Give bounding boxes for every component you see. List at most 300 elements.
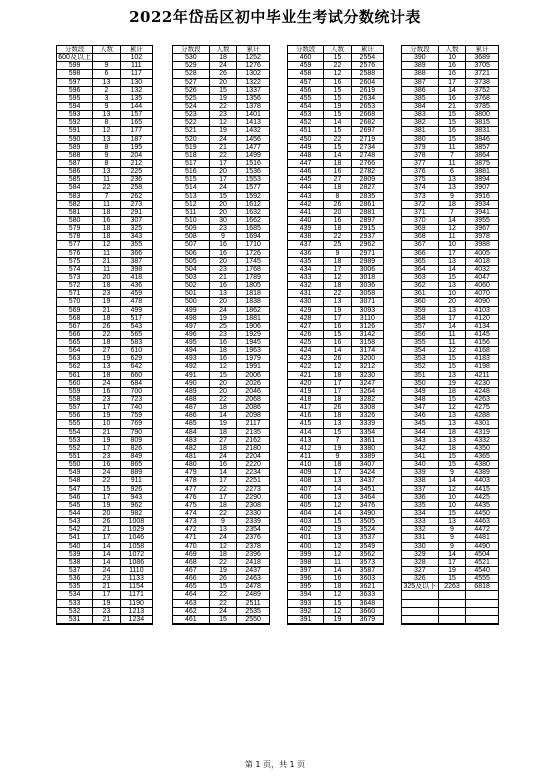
score-cell: 431 xyxy=(299,290,312,298)
score-cell: 386 xyxy=(413,86,426,94)
table-row xyxy=(57,339,152,347)
cumulative-cell: 1963 xyxy=(236,347,269,354)
table-row xyxy=(402,543,498,551)
score-cell: 509 xyxy=(184,225,197,233)
table-row xyxy=(173,274,269,282)
score-cell: 456 xyxy=(299,86,312,94)
cumulative-cell: 2290 xyxy=(236,494,269,501)
count-cell: 15 xyxy=(323,95,350,102)
table-row xyxy=(288,469,383,477)
table-row xyxy=(288,412,383,420)
cumulative-cell xyxy=(465,591,498,598)
table-row xyxy=(173,250,269,258)
cumulative-cell: 2971 xyxy=(351,250,383,257)
count-cell: 24 xyxy=(209,608,237,615)
cumulative-cell: 849 xyxy=(120,453,152,460)
table-row xyxy=(402,437,498,445)
cumulative-cell: 102 xyxy=(120,54,152,61)
score-cell: 465 xyxy=(184,583,197,591)
count-cell: 23 xyxy=(209,225,237,232)
cumulative-cell: 4120 xyxy=(465,315,498,322)
count-cell: 15 xyxy=(438,111,466,118)
table-row xyxy=(402,372,498,380)
cumulative-cell: 3126 xyxy=(351,323,383,330)
cumulative-cell: 1401 xyxy=(236,111,269,118)
cumulative-cell: 1499 xyxy=(236,152,269,159)
score-table-block-1 xyxy=(56,45,153,625)
score-cell: 521 xyxy=(184,127,197,135)
score-cell: 341 xyxy=(413,453,426,461)
table-row xyxy=(173,591,269,599)
count-cell: 15 xyxy=(438,355,466,362)
table-row xyxy=(288,282,383,290)
table-row xyxy=(173,127,269,135)
table-row xyxy=(173,372,269,380)
score-cell: 358 xyxy=(413,314,426,322)
table-row xyxy=(57,559,152,567)
score-cell: 375 xyxy=(413,176,426,184)
cumulative-cell: 273 xyxy=(120,201,152,208)
table-row xyxy=(402,477,498,485)
cumulative-cell: 4301 xyxy=(465,420,498,427)
cumulative-cell: 1516 xyxy=(236,160,269,167)
count-cell: 18 xyxy=(323,583,350,590)
score-cell: 384 xyxy=(413,102,426,110)
score-cell: 342 xyxy=(413,444,426,452)
cumulative-cell: 1945 xyxy=(236,339,269,346)
score-cell: 519 xyxy=(184,143,197,151)
cumulative-cell: 135 xyxy=(120,95,152,102)
table-row xyxy=(173,363,269,371)
cumulative-cell: 2339 xyxy=(236,518,269,525)
table-row xyxy=(288,477,383,485)
count-cell: 24 xyxy=(209,307,237,314)
count-cell: 18 xyxy=(209,502,237,509)
table-row xyxy=(288,461,383,469)
table-row xyxy=(288,420,383,428)
cumulative-cell: 3621 xyxy=(351,583,383,590)
cumulative-cell: 3018 xyxy=(351,274,383,281)
count-cell: 8 xyxy=(92,119,119,126)
cumulative-cell: 4319 xyxy=(465,429,498,436)
table-row xyxy=(402,608,498,616)
table-row xyxy=(402,176,498,184)
score-cell: 436 xyxy=(299,249,312,257)
score-cell: 568 xyxy=(68,314,81,322)
table-row xyxy=(57,62,152,70)
cumulative-cell: 2234 xyxy=(236,469,269,476)
score-cell: 562 xyxy=(68,363,81,371)
score-cell: 511 xyxy=(185,208,197,216)
cumulative-cell: 2782 xyxy=(351,168,383,175)
count-cell: 22 xyxy=(92,184,119,191)
score-cell: 401 xyxy=(299,534,312,542)
count-cell: 14 xyxy=(323,119,350,126)
cumulative-cell: 2588 xyxy=(351,70,383,77)
table-row xyxy=(173,119,269,127)
score-cell: 599 xyxy=(68,62,81,70)
count-cell: 12 xyxy=(92,241,119,248)
score-cell: 535 xyxy=(68,583,81,591)
score-cell: 455 xyxy=(299,94,312,102)
cumulative-cell: 1789 xyxy=(236,274,269,281)
cumulative-cell: 3633 xyxy=(351,591,383,598)
score-cell: 479 xyxy=(184,469,197,477)
count-cell: 22 xyxy=(209,591,237,598)
cumulative-cell: 157 xyxy=(120,111,152,118)
table-row xyxy=(173,331,269,339)
count-cell: 18 xyxy=(323,372,350,379)
header-cell: 累计 xyxy=(120,46,152,53)
cumulative-cell: 700 xyxy=(120,388,152,395)
count-cell: 12 xyxy=(438,486,466,493)
score-cell: 565 xyxy=(68,339,81,347)
cumulative-cell: 660 xyxy=(120,372,152,379)
count-cell: 15 xyxy=(323,54,350,61)
score-cell: 512 xyxy=(184,200,197,208)
cumulative-cell: 3660 xyxy=(351,608,383,615)
count-cell: 15 xyxy=(323,518,350,525)
score-cell: 421 xyxy=(299,371,312,379)
cumulative-cell: 418 xyxy=(120,274,152,281)
count-cell: 14 xyxy=(438,87,466,94)
cumulative-cell: 3941 xyxy=(465,209,498,216)
count-cell: 13 xyxy=(323,534,350,541)
score-cell: 453 xyxy=(299,111,312,119)
cumulative-cell: 1592 xyxy=(236,193,269,200)
score-cell: 428 xyxy=(299,314,312,322)
table-row xyxy=(402,339,498,347)
score-cell: 578 xyxy=(68,233,81,241)
table-row xyxy=(57,412,152,420)
table-row xyxy=(173,355,269,363)
table-row xyxy=(57,298,152,306)
table-row xyxy=(288,323,383,331)
cumulative-cell: 4183 xyxy=(465,355,498,362)
table-row xyxy=(288,372,383,380)
cumulative-cell: 1662 xyxy=(236,217,269,224)
count-cell: 16 xyxy=(209,250,237,257)
count-cell: 14 xyxy=(92,551,119,558)
count-cell: 18 xyxy=(209,429,237,436)
score-cell: 464 xyxy=(184,591,197,599)
header-cell: 人数 xyxy=(209,46,237,53)
count-cell: 18 xyxy=(438,429,466,436)
count-cell: 20 xyxy=(209,168,237,175)
table-row xyxy=(57,534,152,542)
cumulative-cell: 3537 xyxy=(351,534,383,541)
count-cell: 11 xyxy=(92,176,119,183)
count-cell: 24 xyxy=(92,469,119,476)
count-cell: 16 xyxy=(438,127,466,134)
count-cell: 17 xyxy=(209,494,237,501)
score-cell: 439 xyxy=(299,225,312,233)
cumulative-cell: 2006 xyxy=(236,372,269,379)
cumulative-cell: 2098 xyxy=(236,412,269,419)
cumulative-cell: 3587 xyxy=(351,567,383,574)
count-cell: 9 xyxy=(438,193,466,200)
table-row xyxy=(402,168,498,176)
cumulative-cell: 3679 xyxy=(351,616,383,623)
count-cell: 22 xyxy=(323,233,350,240)
score-cell: 499 xyxy=(184,306,197,314)
count-cell: 15 xyxy=(323,429,350,436)
score-cell: 406 xyxy=(299,493,312,501)
table-row xyxy=(57,461,152,469)
score-cell: 362 xyxy=(413,282,426,290)
table-row xyxy=(173,583,269,591)
score-cell: 433 xyxy=(299,273,312,281)
table-row xyxy=(57,510,152,518)
cumulative-cell: 3907 xyxy=(465,184,498,191)
score-cell: 514 xyxy=(184,184,197,192)
count-cell: 11 xyxy=(438,160,466,167)
score-cell: 352 xyxy=(413,363,426,371)
table-row xyxy=(57,429,152,437)
count-cell: 2 xyxy=(92,87,119,94)
table-row xyxy=(57,494,152,502)
score-cell: 345 xyxy=(413,420,426,428)
count-cell: 12 xyxy=(209,363,237,370)
count-cell: 8 xyxy=(323,193,350,200)
score-cell: 594 xyxy=(68,102,81,110)
score-cell: 518 xyxy=(184,151,197,159)
score-cell: 572 xyxy=(68,282,81,290)
table-row xyxy=(402,420,498,428)
score-cell: 330 xyxy=(413,542,426,550)
cumulative-cell: 4350 xyxy=(465,445,498,452)
table-row xyxy=(57,551,152,559)
cumulative-cell: 187 xyxy=(120,136,152,143)
score-cell: 437 xyxy=(299,241,312,249)
count-cell: 16 xyxy=(92,388,119,395)
cumulative-cell: 769 xyxy=(120,420,152,427)
count-cell: 23 xyxy=(92,453,119,460)
score-cell: 442 xyxy=(299,200,312,208)
count-cell: 17 xyxy=(438,559,466,566)
count-cell: 22 xyxy=(92,331,119,338)
count-cell: 15 xyxy=(209,193,237,200)
table-row xyxy=(402,575,498,583)
cumulative-cell: 4275 xyxy=(465,404,498,411)
count-cell: 22 xyxy=(209,152,237,159)
score-cell: 486 xyxy=(184,412,197,420)
count-cell: 13 xyxy=(438,307,466,314)
count-cell: 15 xyxy=(323,600,350,607)
table-row xyxy=(288,331,383,339)
count-cell: 22 xyxy=(209,103,237,110)
cumulative-cell: 3354 xyxy=(351,429,383,436)
score-cell: 415 xyxy=(299,420,312,428)
score-cell: 402 xyxy=(299,526,312,534)
cumulative-cell: 1979 xyxy=(236,355,269,362)
table-row xyxy=(402,54,498,62)
count-cell: 17 xyxy=(92,445,119,452)
count-cell: 14 xyxy=(323,567,350,574)
cumulative-cell: 684 xyxy=(120,380,152,387)
count-cell: 12 xyxy=(209,119,237,126)
count-cell: 24 xyxy=(209,62,237,69)
table-row xyxy=(402,209,498,217)
page-footer: 第 1 页，共 1 页 xyxy=(244,760,306,769)
table-row xyxy=(173,152,269,160)
count-cell: 18 xyxy=(92,315,119,322)
count-cell: 18 xyxy=(92,339,119,346)
table-row xyxy=(288,608,383,616)
score-cell: 397 xyxy=(299,567,312,574)
score-cell: 564 xyxy=(68,347,81,355)
cumulative-cell: 3110 xyxy=(351,315,383,322)
count-cell: 21 xyxy=(438,103,466,110)
count-cell: 23 xyxy=(92,608,119,615)
table-row xyxy=(57,144,152,152)
score-cell: 569 xyxy=(68,306,81,314)
score-cell: 391 xyxy=(299,615,312,623)
score-cell: 560 xyxy=(68,379,81,387)
score-cell: 427 xyxy=(299,322,312,330)
count-cell: 14 xyxy=(438,323,466,330)
count-cell: 9 xyxy=(438,526,466,533)
score-cell: 394 xyxy=(299,591,312,599)
table-row xyxy=(173,193,269,201)
cumulative-cell: 165 xyxy=(120,119,152,126)
score-cell: 524 xyxy=(184,102,197,110)
count-cell: 11 xyxy=(92,201,119,208)
score-cell: 550 xyxy=(68,461,81,469)
score-cell: 596 xyxy=(68,86,81,94)
cumulative-cell: 3721 xyxy=(465,70,498,77)
count-cell: 15 xyxy=(323,331,350,338)
count-cell: 17 xyxy=(438,315,466,322)
count-cell: 18 xyxy=(323,396,350,403)
cumulative-cell: 2378 xyxy=(236,543,269,550)
count-cell: 13 xyxy=(323,420,350,427)
score-cell: 582 xyxy=(68,200,81,208)
cumulative-cell: 212 xyxy=(120,160,152,167)
cumulative-cell: 3752 xyxy=(465,87,498,94)
cumulative-cell: 4032 xyxy=(465,266,498,273)
table-row xyxy=(173,136,269,144)
cumulative-cell: 3247 xyxy=(351,380,383,387)
table-row xyxy=(288,233,383,241)
count-cell: 18 xyxy=(323,461,350,468)
cumulative-cell: 387 xyxy=(120,258,152,265)
cumulative-cell: 3505 xyxy=(351,518,383,525)
cumulative-cell: 3881 xyxy=(465,168,498,175)
table-row xyxy=(288,600,383,608)
score-cell: 463 xyxy=(184,599,197,607)
count-cell: 15 xyxy=(323,127,350,134)
score-cell: 388 xyxy=(413,70,426,78)
cumulative-cell: 3738 xyxy=(465,79,498,86)
cumulative-cell: 865 xyxy=(120,461,152,468)
score-cell: 523 xyxy=(184,111,197,119)
count-cell: 9 xyxy=(92,103,119,110)
score-cell: 438 xyxy=(299,233,312,241)
count-cell: 16 xyxy=(92,461,119,468)
cumulative-cell: 1252 xyxy=(236,54,269,61)
score-cell: 357 xyxy=(413,322,426,330)
table-row xyxy=(402,494,498,502)
count-cell: 22 xyxy=(92,477,119,484)
table-row xyxy=(57,526,152,534)
cumulative-cell: 4047 xyxy=(465,274,498,281)
count-cell: 16 xyxy=(323,168,350,175)
score-cell: 492 xyxy=(184,363,197,371)
score-cell: 416 xyxy=(299,412,312,420)
table-row xyxy=(288,575,383,583)
cumulative-cell: 4248 xyxy=(465,388,498,395)
score-cell: 462 xyxy=(184,607,197,615)
score-cell: 398 xyxy=(299,558,312,566)
cumulative-cell: 204 xyxy=(120,152,152,159)
cumulative-cell: 4365 xyxy=(465,453,498,460)
count-cell: 15 xyxy=(438,136,466,143)
score-cell: 474 xyxy=(184,510,197,518)
cumulative-cell: 1322 xyxy=(236,79,269,86)
table-row xyxy=(173,518,269,526)
cumulative-cell: 3308 xyxy=(351,404,383,411)
count-cell: 15 xyxy=(209,372,237,379)
count-cell: 17 xyxy=(209,160,237,167)
table-row xyxy=(57,184,152,192)
cumulative-cell: 3389 xyxy=(351,453,383,460)
score-cell: 574 xyxy=(68,265,81,273)
table-row xyxy=(402,184,498,192)
cumulative-cell: 4415 xyxy=(465,486,498,493)
cumulative-cell: 4211 xyxy=(465,372,498,379)
table-row xyxy=(288,266,383,274)
table-row xyxy=(57,307,152,315)
cumulative-cell: 4463 xyxy=(465,518,498,525)
cumulative-cell: 3894 xyxy=(465,176,498,183)
score-cell: 326 xyxy=(413,575,426,583)
count-cell: 15 xyxy=(323,87,350,94)
table-row xyxy=(57,225,152,233)
table-row xyxy=(402,87,498,95)
table-row xyxy=(402,290,498,298)
cumulative-cell: 1477 xyxy=(236,144,269,151)
cumulative-cell: 4435 xyxy=(465,502,498,509)
cumulative-cell: 2046 xyxy=(236,388,269,395)
cumulative-cell: 4134 xyxy=(465,323,498,330)
table-row xyxy=(402,70,498,78)
cumulative-cell: 3142 xyxy=(351,331,383,338)
cumulative-cell: 2719 xyxy=(351,136,383,143)
score-cell: 496 xyxy=(184,330,197,338)
count-cell: 13 xyxy=(323,477,350,484)
cumulative-cell: 1029 xyxy=(120,526,152,533)
count-cell: 3 xyxy=(92,95,119,102)
cumulative-cell: 2604 xyxy=(351,79,383,86)
cumulative-cell: 1086 xyxy=(120,559,152,566)
cumulative-cell: 2204 xyxy=(236,453,269,460)
cumulative-cell: 2117 xyxy=(236,420,269,427)
score-cell: 581 xyxy=(68,208,81,216)
score-cell: 348 xyxy=(413,396,426,404)
table-row xyxy=(173,233,269,241)
table-row xyxy=(402,160,498,168)
score-cell: 408 xyxy=(299,477,312,485)
score-cell: 349 xyxy=(413,387,426,395)
cumulative-cell: 436 xyxy=(120,282,152,289)
table-row xyxy=(288,380,383,388)
count-cell: 20 xyxy=(209,298,237,305)
table-row xyxy=(288,388,383,396)
cumulative-cell: 3006 xyxy=(351,266,383,273)
count-cell: 20 xyxy=(209,380,237,387)
count-cell: 24 xyxy=(209,534,237,541)
